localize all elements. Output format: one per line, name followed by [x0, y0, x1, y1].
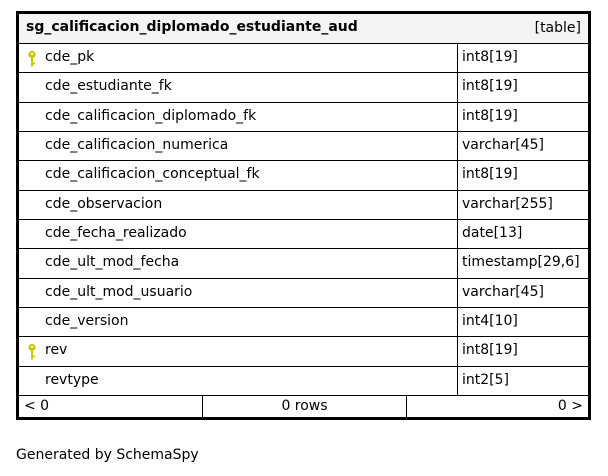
column-type: date[13] [462, 224, 523, 241]
column-name: cde_ult_mod_usuario [45, 283, 193, 300]
table-node [16, 11, 591, 420]
column-row [19, 367, 588, 396]
column-name-cell [19, 279, 458, 307]
column-row [19, 132, 588, 161]
column-row [19, 249, 588, 278]
column-name-cell [19, 249, 458, 277]
column-type: timestamp[29,6] [462, 254, 580, 271]
column-name-cell [19, 44, 458, 72]
footer-children-count: 0 > [557, 398, 583, 414]
table-kind: [table] [534, 20, 581, 36]
column-name-cell [19, 220, 458, 248]
primary-key-icon [26, 50, 38, 68]
footer-row-count [203, 396, 407, 417]
footer-children [407, 396, 588, 417]
column-name: cde_pk [45, 49, 95, 65]
column-name: cde_calificacion_diplomado_fk [45, 107, 257, 124]
column-type: int8[19] [462, 166, 518, 183]
column-list [19, 44, 588, 396]
column-type: int8[19] [462, 342, 518, 359]
table-footer [19, 396, 588, 420]
column-type: int4[10] [462, 312, 518, 329]
column-type: int8[19] [462, 49, 518, 65]
column-row [19, 73, 588, 102]
column-row [19, 161, 588, 190]
column-row [19, 44, 588, 73]
column-name-cell [19, 337, 458, 365]
column-row [19, 279, 588, 308]
column-name: cde_estudiante_fk [45, 78, 172, 95]
table-name: sg_calificacion_diplomado_estudiante_aud [26, 19, 358, 35]
column-type: int8[19] [462, 107, 518, 124]
column-name: cde_calificacion_conceptual_fk [45, 166, 260, 183]
column-type: varchar[255] [462, 195, 553, 212]
column-name-cell [19, 103, 458, 131]
column-row [19, 308, 588, 337]
column-name-cell [19, 161, 458, 189]
column-name-cell [19, 308, 458, 336]
column-row [19, 103, 588, 132]
column-name-cell [19, 73, 458, 101]
column-name: rev [45, 342, 68, 359]
table-header [19, 14, 588, 44]
footer-parents [19, 396, 203, 417]
column-name: revtype [45, 371, 99, 388]
column-type: varchar[45] [462, 136, 544, 153]
column-type: varchar[45] [462, 283, 544, 300]
column-type: int2[5] [462, 371, 509, 388]
column-name: cde_calificacion_numerica [45, 136, 229, 153]
column-name: cde_version [45, 312, 129, 329]
column-row [19, 191, 588, 220]
primary-key-icon [26, 343, 38, 361]
column-row [19, 220, 588, 249]
column-name: cde_observacion [45, 195, 163, 212]
footer-rows-label: 0 rows [281, 398, 328, 414]
column-name: cde_fecha_realizado [45, 224, 187, 241]
column-row [19, 337, 588, 366]
column-name-cell [19, 132, 458, 160]
column-name-cell [19, 367, 458, 395]
column-name: cde_ult_mod_fecha [45, 254, 180, 271]
column-name-cell [19, 191, 458, 219]
column-type: int8[19] [462, 78, 518, 95]
footer-parents-count: < 0 [24, 398, 50, 414]
generated-by-label: Generated by SchemaSpy [16, 447, 199, 463]
